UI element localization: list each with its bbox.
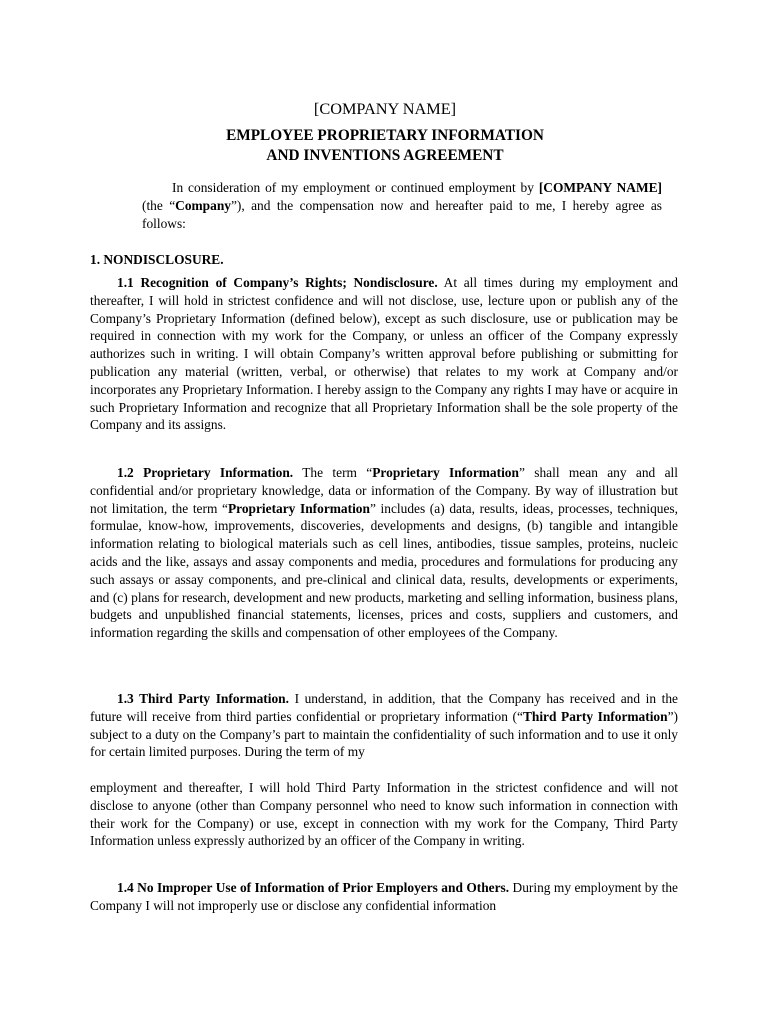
agreement-title — [0, 126, 770, 166]
paragraph-1-4-title: 1.4 No Improper Use of Information of Prior Employers and Others. — [117, 880, 510, 895]
paragraph-1-1 — [90, 274, 678, 434]
intro-text-3: ”), and the compensation now and hereafter paid to me, I hereby agree as follows: — [142, 197, 662, 231]
paragraph-1-3 — [90, 690, 678, 761]
paragraph-1-1-text: At all times during my employment and thereafter, I will hold in strictest confidence and will not disclose, use, lecture upon or publish any of the Company’s Proprietary Information (defined below), except as such disclosure, use or publication may be required in connection with my work for the Company, or unless an officer of the Company expressly authorizes such in writing. I will obtain Company’s written approval before publishing or submitting for publication any material (written, verbal, or otherwise) that relates to my work at Company and/or incorporates any Proprietary Information. I hereby assign to the Company any rights I may have or acquire in such Proprietary Information and recognize that all Proprietary Information shall be the sole property of the Company and its assigns. — [90, 275, 678, 433]
paragraph-1-3-text-1: I understand, in addition, that the Company has received and in the future will receive from third parties confidential or proprietary information (“ — [90, 691, 678, 724]
paragraph-1-2 — [90, 464, 678, 642]
paragraph-1-4 — [90, 879, 678, 915]
paragraph-1-3-title: 1.3 Third Party Information. — [117, 691, 289, 706]
paragraph-1-2-text-2: ” shall mean any and all confidential and/or proprietary knowledge, data or information of the Company. By way of illustration but not limitation, the term “ — [90, 465, 678, 516]
paragraph-1-4-text: During my employment by the Company I will not improperly use or disclose any confidential information — [90, 880, 678, 913]
company-name-placeholder: [COMPANY NAME] — [313, 99, 457, 118]
paragraph-1-1-title: 1.1 Recognition of Company’s Rights; Nondisclosure. — [117, 275, 438, 290]
intro-text-1: In consideration of my employment or continued employment by — [172, 180, 539, 195]
paragraph-1-2-term-2: Proprietary Information — [227, 500, 370, 516]
title-line-2: AND INVENTIONS AGREEMENT — [266, 147, 504, 164]
intro-paragraph — [142, 179, 662, 232]
intro-text-2: (the “ — [142, 197, 176, 213]
section-heading-nondisclosure: 1. NONDISCLOSURE. — [90, 252, 224, 267]
intro-company-term: Company — [175, 197, 231, 213]
paragraph-1-2-term: Proprietary Information — [372, 465, 519, 480]
paragraph-1-3-text-2: ”) subject to a duty on the Company’s part to maintain the confidentiality of such information and to use it only for certain limited purposes. During the term of my — [90, 708, 678, 760]
paragraph-1-3-continued: employment and thereafter, I will hold Third Party Information in the strictest confidence and will not disclose to anyone (other than Company personnel who need to know such information in connection with their work for the Company) or use, except in connection with my work for the Company, Third Party Information unless expressly authorized by an officer of the Company in writing. — [90, 780, 678, 849]
paragraph-1-3-term: Third Party Information — [522, 708, 668, 724]
paragraph-1-2-title: 1.2 Proprietary Information. — [117, 465, 294, 480]
intro-company-bold: [COMPANY NAME] — [538, 180, 662, 195]
paragraph-1-2-text-3: ” includes (a) data, results, ideas, processes, techniques, formulae, know-how, improvements, discoveries, developments and designs, (b) tangible and intangible information relating to biological materials such as cell lines, antibodies, tissue samples, proteins, nucleic acids and the like, assays and assay components and media, procedures and formulations for producing any such assays or assay components, and pre-clinical and clinical data, results, developments or experiments, and (c) plans for research, development and new products, marketing and selling information, business plans, budgets and unpublished financial statements, licenses, prices and costs, suppliers and customers, and information regarding the skills and compensation of other employees of the Company. — [90, 500, 678, 641]
title-line-1: EMPLOYEE PROPRIETARY INFORMATION — [226, 127, 544, 144]
paragraph-1-2-text-1: The term “ — [293, 465, 373, 480]
